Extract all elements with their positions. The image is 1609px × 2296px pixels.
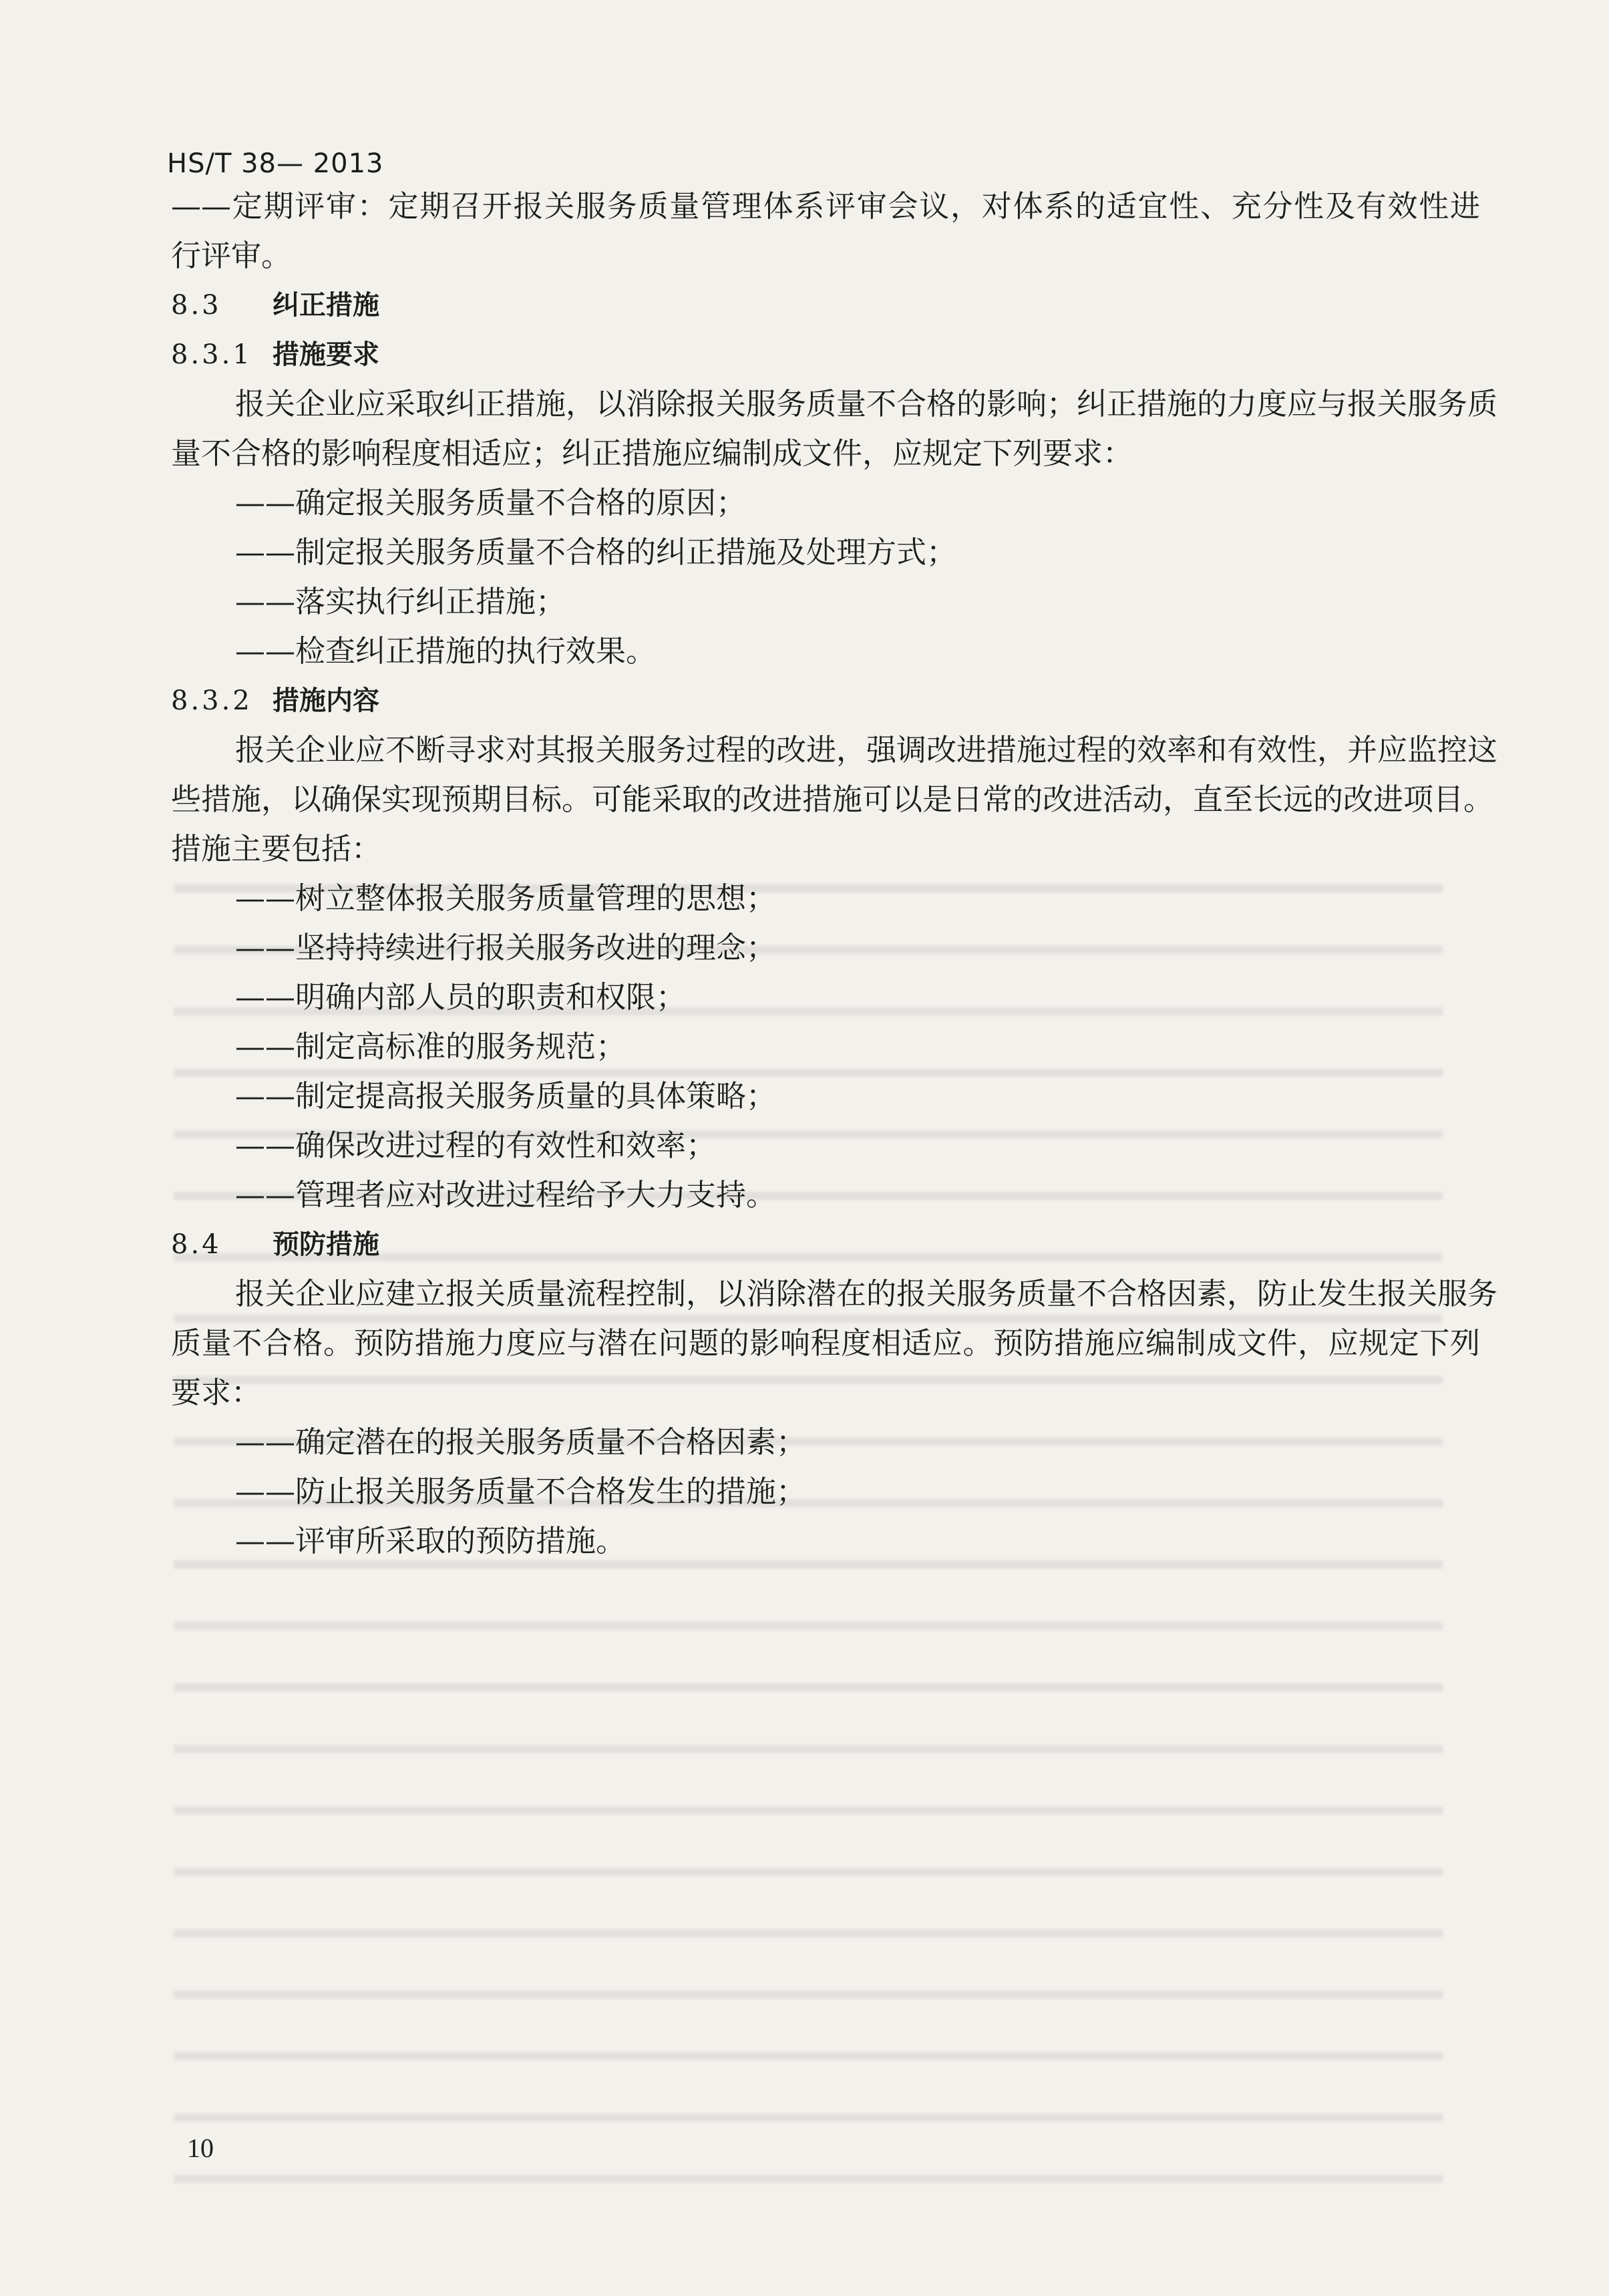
paragraph-line: 报关企业应不断寻求对其报关服务过程的改进，强调改进措施过程的效率和有效性，并应监控这: [235, 732, 1498, 768]
paragraph-line: 要求：: [171, 1375, 262, 1410]
list-item: ——确定报关服务质量不合格的原因；: [235, 485, 747, 520]
list-item: ——制定提高报关服务质量的具体策略；: [235, 1078, 777, 1114]
section-heading-8-3-1: [171, 330, 1480, 379]
paragraph-line: 质量不合格。预防措施力度应与潜在问题的影响程度相适应。预防措施应编制成文件，应规定下列: [171, 1325, 1480, 1361]
list-item: ——管理者应对改进过程给予大力支持。: [235, 1177, 777, 1212]
section-title: 措施内容: [273, 685, 379, 716]
paragraph-line: 些措施，以确保实现预期目标。可能采取的改进措施可以是日常的改进活动，直至长远的改进项目。: [171, 782, 1494, 817]
list-item: ——制定报关服务质量不合格的纠正措施及处理方式；: [235, 534, 957, 570]
section-title: 纠正措施: [273, 290, 379, 321]
list-item: ——确定潜在的报关服务质量不合格因素；: [235, 1424, 807, 1460]
section-heading-8-4: [171, 1220, 1480, 1269]
standard-code: HS/T 38— 2013: [167, 148, 384, 179]
section-number: 8.3.1: [171, 339, 252, 370]
paragraph-line: 措施主要包括：: [171, 831, 382, 866]
section-heading-8-3: [171, 281, 1480, 330]
section-title: 措施要求: [273, 339, 379, 370]
page-number: 10: [187, 2133, 214, 2163]
paragraph-line: 量不合格的影响程度相适应；纠正措施应编制成文件，应规定下列要求：: [171, 436, 1133, 471]
section-heading-8-3-2: [171, 676, 1480, 725]
section-number: 8.4: [171, 1229, 222, 1260]
list-item: ——制定高标准的服务规范；: [235, 1029, 627, 1064]
section-number: 8.3.2: [171, 685, 252, 716]
paragraph-line: 报关企业应建立报关质量流程控制，以消除潜在的报关服务质量不合格因素，防止发生报关服务: [235, 1276, 1498, 1311]
list-item: ——确保改进过程的有效性和效率；: [235, 1128, 717, 1163]
list-item: ——落实执行纠正措施；: [235, 584, 566, 619]
paragraph-line: 报关企业应采取纠正措施，以消除报关服务质量不合格的影响；纠正措施的力度应与报关服务质: [235, 386, 1498, 422]
list-item: ——树立整体报关服务质量管理的思想；: [235, 880, 777, 916]
section-number: 8.3: [171, 290, 222, 321]
list-item: ——坚持持续进行报关服务改进的理念；: [235, 930, 777, 965]
section-title: 预防措施: [273, 1229, 379, 1260]
list-item: ——检查纠正措施的执行效果。: [235, 633, 657, 669]
list-item: ——明确内部人员的职责和权限；: [235, 979, 687, 1015]
document-body: [171, 182, 1498, 1566]
list-item: ——评审所采取的预防措施。: [235, 1523, 627, 1559]
list-item: ——防止报关服务质量不合格发生的措施；: [235, 1474, 807, 1509]
list-item-continuation: 行评审。: [171, 238, 292, 273]
list-item: ——定期评审：定期召开报关服务质量管理体系评审会议，对体系的适宜性、充分性及有效性进: [171, 188, 1480, 224]
